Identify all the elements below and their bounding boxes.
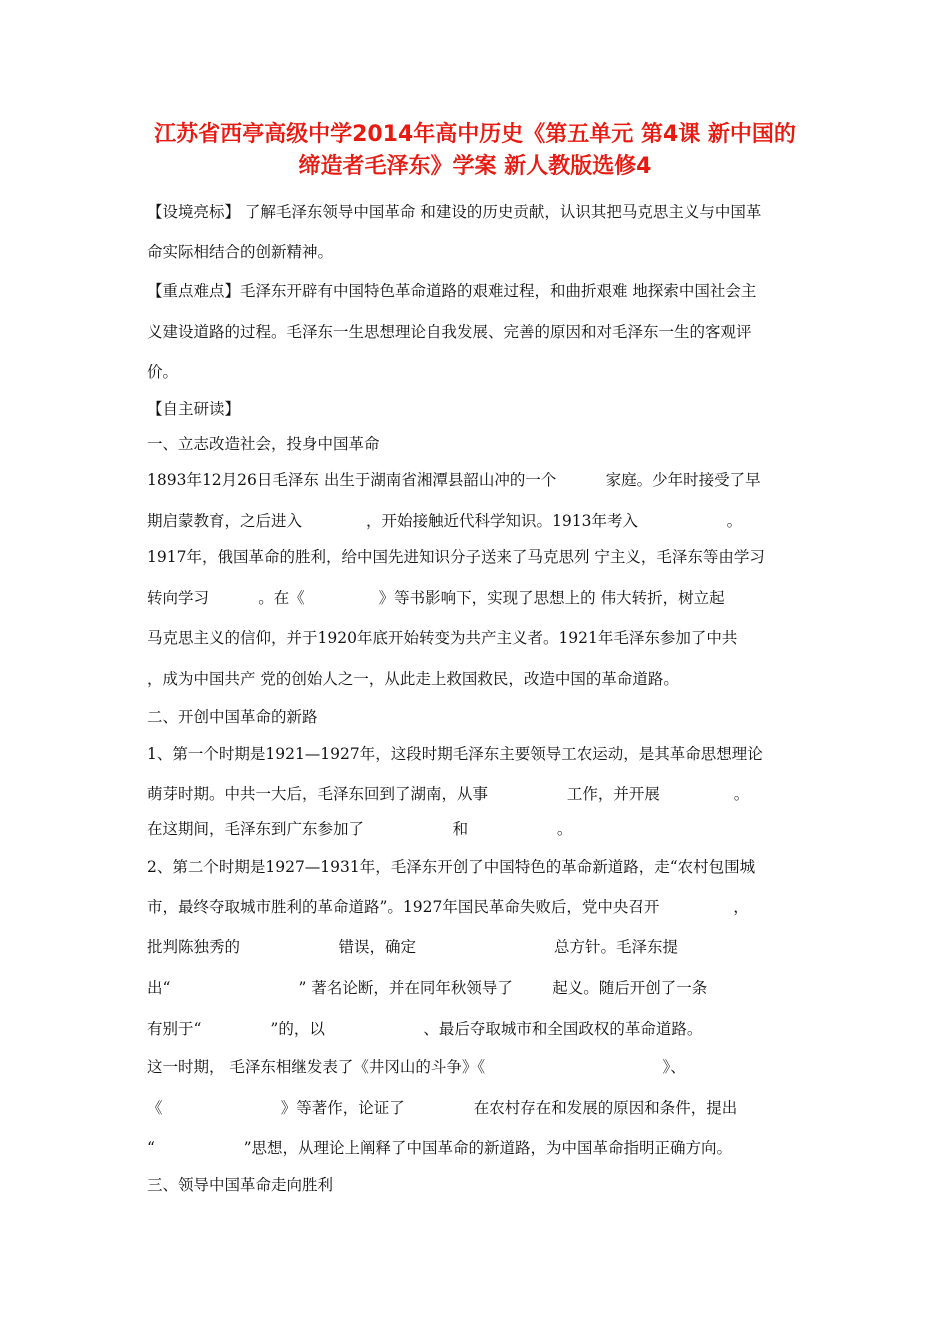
text-line: 在这期间，毛泽东到广东参加了 和 。 <box>147 820 573 838</box>
section-heading: 一、立志改造社会，投身中国革命 <box>147 435 380 453</box>
text-line: 《 》等著作，论证了 在农村存在和发展的原因和条件，提出 <box>147 1099 738 1117</box>
document-title-line-2: 缔造者毛泽东》学案 新人教版选修4 <box>298 154 652 179</box>
text-line: “ ”思想，从理论上阐释了中国革命的新道路，为中国革命指明正确方向。 <box>147 1139 733 1157</box>
text-line: 马克思主义的信仰，并于1920年底开始转变为共产主义者。1921年毛泽东参加了中共 <box>147 629 738 647</box>
text-line: 2、第二个时期是1927—1931年，毛泽东开创了中国特色的革命新道路，走“农村包围城 <box>147 858 756 876</box>
section-label: 【自主研读】 <box>147 400 241 418</box>
text-line: 萌芽时期。中共一大后，毛泽东回到了湖南，从事 工作，并开展 。 <box>147 785 750 803</box>
text-line: 有别于“ ”的，以 、最后夺取城市和全国政权的革命道路。 <box>147 1020 703 1038</box>
text-line: 转向学习 。在《 》等书影响下，实现了思想上的 伟大转折，树立起 <box>147 589 725 607</box>
text-line: ，成为中国共产 党的创始人之一，从此走上救国救民，改造中国的革命道路。 <box>147 670 679 688</box>
text-line: 义建设道路的过程。毛泽东一生思想理论自我发展、完善的原因和对毛泽东一生的客观评 <box>147 323 752 341</box>
text-line: 批判陈独秀的 错误，确定 总方针。毛泽东提 <box>147 938 678 956</box>
document-title-line-1: 江苏省西亭高级中学2014年高中历史《第五单元 第4课 新中国的 <box>154 122 796 147</box>
text-line: 【设境亮标】 了解毛泽东领导中国革命 和建设的历史贡献，认识其把马克思主义与中国革 <box>147 203 762 221</box>
text-line: 命实际相结合的创新精神。 <box>147 243 334 261</box>
text-line: 1917年，俄国革命的胜利，给中国先进知识分子送来了马克思列 宁主义，毛泽东等由学习 <box>147 548 765 566</box>
text-line: 【重点难点】毛泽东开辟有中国特色革命道路的艰难过程，和曲折艰难 地探索中国社会主 <box>147 282 757 300</box>
text-line: 市，最终夺取城市胜利的革命道路”。1927年国民革命失败后，党中央召开 ， <box>147 898 749 916</box>
section-heading: 三、领导中国革命走向胜利 <box>147 1176 334 1194</box>
section-heading: 二、开创中国革命的新路 <box>147 708 318 726</box>
text-line: 这一时期， 毛泽东相继发表了《井冈山的斗争》《 》、 <box>147 1058 686 1076</box>
text-line: 期启蒙教育，之后进入 ，开始接触近代科学知识。1913年考入 。 <box>147 512 743 530</box>
text-line: 出“ ” 著名论断，并在同年秋领导了 起义。随后开创了一条 <box>147 979 708 997</box>
text-line: 价。 <box>147 363 179 381</box>
text-line: 1、第一个时期是1921—1927年，这段时期毛泽东主要领导工农运动，是其革命思想理论 <box>147 745 763 763</box>
text-line: 1893年12月26日毛泽东 出生于湖南省湘潭县韶山冲的一个 家庭。少年时接受了早 <box>147 471 761 489</box>
